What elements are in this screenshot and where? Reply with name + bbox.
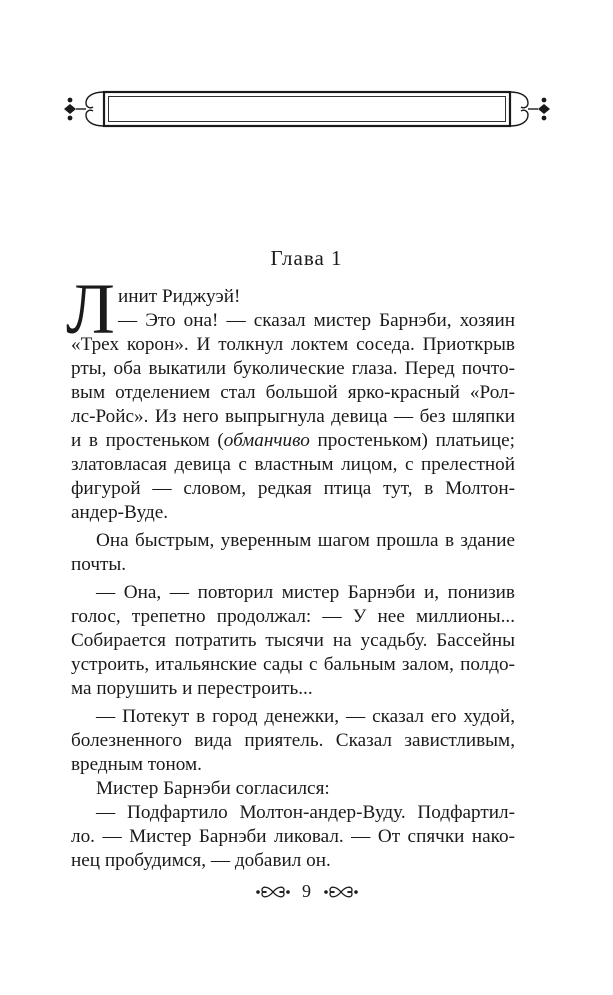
right-folio-flourish-icon	[324, 884, 358, 900]
text-line: златовласая девица с властным лицом, с прелестной	[71, 454, 515, 475]
text-line: Мистер Барнэби согласился:	[96, 778, 330, 799]
text-line: — Это она! — сказал мистер Барнэби, хозяин	[118, 310, 515, 331]
text-line: — Подфартило Молтон-андер-Вуду. Подфартил-	[96, 802, 515, 823]
text-line: почты.	[71, 554, 127, 575]
text-line: ло. — Мистер Барнэби ликовал. — От спячки нако-	[71, 826, 515, 847]
text-line: ма порушить и перестроить...	[71, 678, 313, 699]
page-footer	[0, 880, 613, 902]
text-line: — Она, — повторил мистер Барнэби и, понизив	[96, 582, 515, 603]
text-line: Собирается потратить тысячи на усадьбу. Бассейны	[71, 630, 515, 651]
chapter-heading: Глава 1	[270, 246, 343, 270]
page-number: 9	[302, 881, 311, 902]
left-flourish-icon	[76, 92, 104, 126]
drop-cap: Л	[66, 269, 115, 349]
text-line: фигурой — словом, редкая птица тут, в Молтон-	[71, 478, 515, 499]
text-line: вым отделением стал большой ярко-красный «Рол-	[71, 382, 515, 403]
text-line: Она быстрым, уверенным шагом прошла в здание	[96, 530, 515, 551]
chapter-header-ornament	[62, 88, 552, 130]
italic-emphasis: обманчиво	[223, 430, 310, 451]
text-line: андер-Вуде.	[71, 502, 169, 523]
text-line: голос, трепетно продолжал: — У нее миллионы...	[71, 606, 515, 627]
text-line: рты, оба выкатили буколические глаза. Перед почто-	[71, 358, 515, 379]
text-line: «Трех корон». И толкнул локтем соседа. Приоткрыв	[71, 334, 515, 355]
right-flourish-icon	[510, 92, 538, 126]
text-line: — Потекут в город денежки, — сказал его худой,	[96, 706, 515, 727]
text-line: лс-Ройс». Из него выпрыгнула девица — без шляпки	[71, 406, 515, 427]
text-line: нец пробудимся, — добавил он.	[71, 850, 331, 871]
text-line: вредным тоном.	[71, 754, 202, 775]
left-folio-flourish-icon	[256, 884, 290, 900]
text-line: устроить, итальянские сады с бальным залом, полдо-	[71, 654, 515, 675]
text-line: и в простеньком (обманчиво простеньком) платьице;	[71, 430, 515, 451]
text-line: болезненного вида приятель. Сказал завистливым,	[71, 730, 515, 751]
text-line: инит Риджуэй!	[118, 286, 241, 307]
